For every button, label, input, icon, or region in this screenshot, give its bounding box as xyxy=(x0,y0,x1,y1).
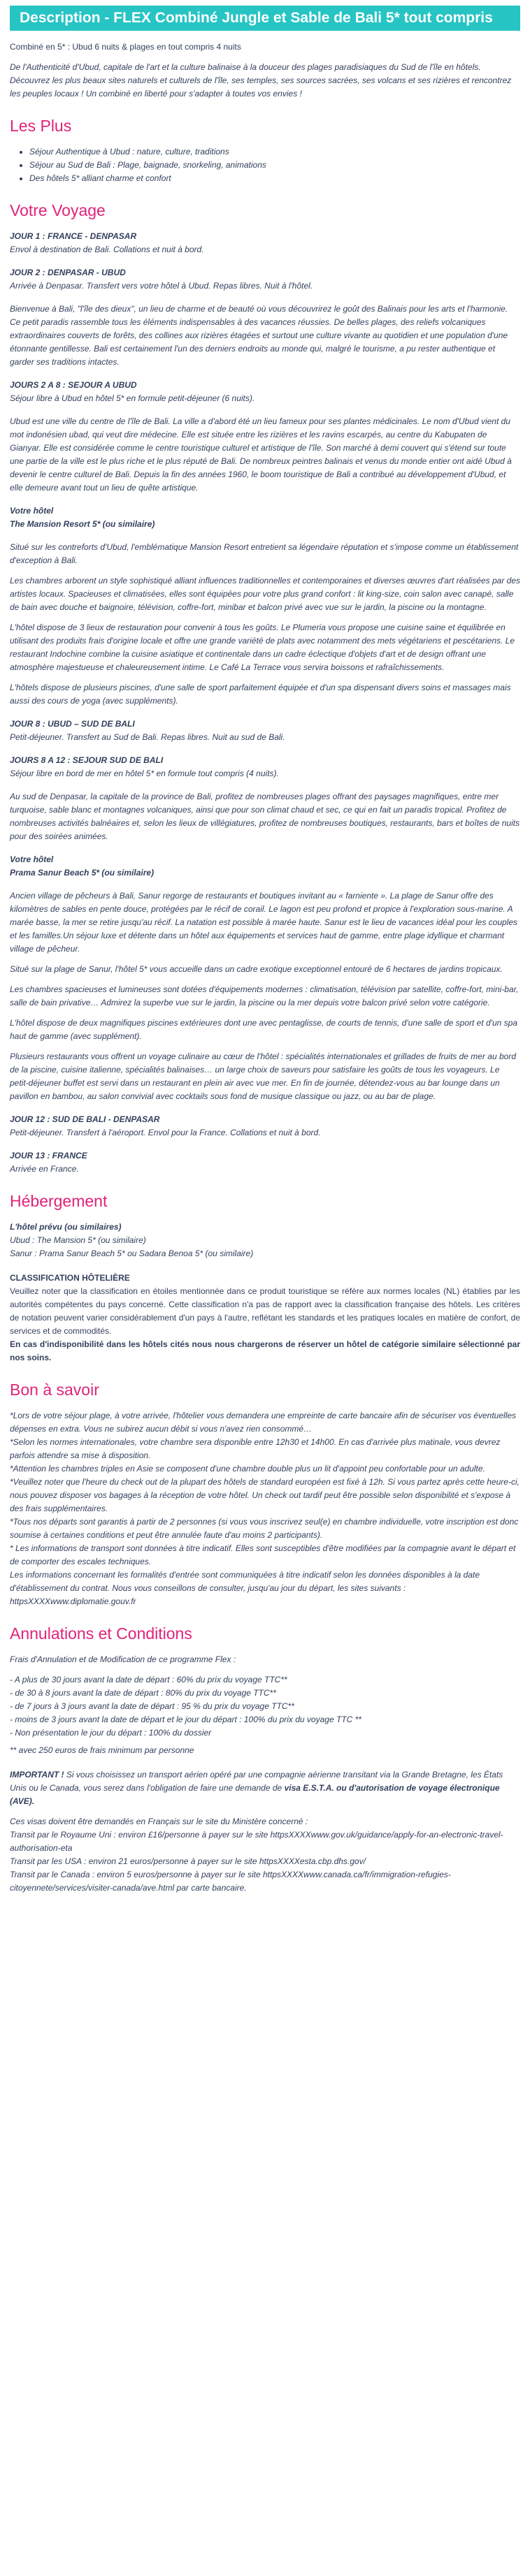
list-item: • Séjour Authentique à Ubud : nature, culture, traditions xyxy=(29,145,520,159)
annulation-fees: ** avec 250 euros de frais minimum par personne xyxy=(10,1745,194,1755)
savoir-line: *Tous nos départs sont garantis à partir de 2 personnes (si vous vous inscrivez seul(e) en chambre individuelle, votre inscription est donc soumise à certaines conditions et peut être annulée faute d'au moins 2 participants). xyxy=(10,1517,519,1540)
day-title: JOUR 8 : UBUD – SUD DE BALI xyxy=(10,719,135,729)
day-text: Envol à destination de Bali. Collations et nuit à bord. xyxy=(10,245,204,254)
visa-us: Transit par les USA : environ 21 euros/personne à payer sur le site httpsXXXXesta.cbp.dhs.gov/ xyxy=(10,1856,366,1866)
savoir-line: *Veuillez noter que l'heure du check out de la plupart des hôtels de standard européen est fixé à 12h. Si vous partez après cette heure-ci, nous pouvez disposer vos bagages à la réception de votre hôtel. Un check out tardif peut être possible selon disponibilité et s'expose à des frais supplémentaires. xyxy=(10,1477,520,1513)
hebergement-heading: Hébergement xyxy=(10,1192,108,1210)
annulation-line: - Non présentation le jour du départ : 100% du dossier xyxy=(10,1728,212,1738)
hotel-sanur: Sanur : Prama Sanur Beach 5* ou Sadara Benoa 5* (ou similaire) xyxy=(10,1249,254,1258)
day-text: Petit-déjeuner. Transfert au Sud de Bali. Repas libres. Nuit au sud de Bali. xyxy=(10,732,285,742)
summary-line: Combiné en 5* : Ubud 6 nuits & plages en tout compris 4 nuits xyxy=(10,42,241,52)
classification-text: Veuillez noter que la classification en étoiles mentionnée dans ce produit touristique se réfère aux normes locales (NL) établies par les autorités compétentes du pays concerné. Cette classification n'a pas de rapport avec la classification française des hôtels. Les critères de notation peuvent varier considérablement d'un pays à l'autre, reflétant les standards et les pratiques locales en matière de confort, de services et de commodités. xyxy=(10,1286,520,1336)
hotel-label: Votre hôtel xyxy=(10,506,54,516)
hotel-name: Prama Sanur Beach 5* (ou similaire) xyxy=(10,868,155,878)
important-label: IMPORTANT ! xyxy=(10,1770,64,1780)
savoir-line: *Attention les chambres triples en Asie se composent d'une chambre double plus un lit d'appoint peu confortable pour un adulte. xyxy=(10,1464,485,1473)
day-title: JOUR 13 : FRANCE xyxy=(10,1151,87,1160)
day-title: JOUR 12 : SUD DE BALI - DENPASAR xyxy=(10,1114,160,1124)
hotel-paragraph: Plusieurs restaurants vous offrent un voyage culinaire au cœur de l'hôtel : spécialités internationales et grillades de fruits de mer au bord de la piscine, cuisine italienne, spécialités balinaises… un large choix de saveurs pour satisfaire les goûts de tous les voyageurs. Le petit-déjeuner buffet est servi dans un restaurant en plein air avec vue mer. En fin de journée, détendez-vous au bar lounge dans un pavillon en bambou, au salon convivial avec cocktails sous fond de musique classique ou jazz, ou au bar de plage. xyxy=(10,1051,517,1101)
day-title: JOUR 1 : FRANCE - DENPASAR xyxy=(10,231,137,241)
hotel-name: The Mansion Resort 5* (ou similaire) xyxy=(10,519,155,529)
day-text: Arrivée à Denpasar. Transfert vers votre hôtel à Ubud. Repas libres. Nuit à l'hôtel. xyxy=(10,281,313,291)
savoir-line: *Lors de votre séjour plage, à votre arrivée, l'hôtelier vous demandera une empreinte de carte bancaire afin de sécuriser vos éventuelles dépenses en extra. Vous ne subirez aucun débit si vous n'avez rien consommé… xyxy=(10,1411,517,1434)
hotel-ubud: Ubud : The Mansion 5* (ou similaire) xyxy=(10,1235,146,1245)
ubud-paragraph: Ubud est une ville du centre de l'île de Bali. La ville a d'abord été un lieu fameux pour ses plantes médicinales. Le nom d'Ubud vient du mot indonésien ubad, qui veut dire médecine. Elle est située entre les rizières et les ravins escarpés, au centre du Kabupaten de Gianyar. Elle est considérée comme le centre touristique culturel et artistique de l'île. Son marché à demi couvert qui s'étend sur toute une partie de la ville est le plus riche et le plus réputé de Bali. De nombreux peintres balinais et venus du monde entier ont aidé Ubud à devenir le centre culturel de Bali. Depuis la fin des années 1960, le boom touristique de Bali a contribué au développement d'Ubud, et elle demeure avant tout un lieu de quête artistique. xyxy=(10,416,512,493)
welcome-paragraph: Bienvenue à Bali, "l'île des dieux", un lieu de charme et de beauté où vous découvrirez le goût des Balinais pour les arts et l'harmonie. Ce petit paradis rassemble tous les éléments indispensables à des vacances réussies. De belles plages, des reliefs volcaniques extraordinaires couverts de forêts, des collines aux rizières étagées et surtout une culture vivante au quotidien et une population d'une étonnante gentillesse. Bali est certainement l'un des derniers endroits au monde qui, malgré le tourisme, a pu rester authentique et garder ses traditions intactes. xyxy=(10,304,508,367)
annulation-heading: Annulations et Conditions xyxy=(10,1624,192,1643)
savoir-line: *Selon les normes internationales, votre chambre sera disponible entre 12h30 et 14h00. En cas d'arrivée plus matinale, vous devrez parfois attendre sa mise à disposition. xyxy=(10,1437,501,1460)
savoir-line: Les informations concernant les formalités d'entrée sont communiquées à titre indicatif selon les données disponibles à la date d'établissement du contrat. Nous vous conseillons de consulter, jusqu'au jour du départ, les sites suivants : httpsXXXXwww.diplomatie.gouv.fr xyxy=(10,1570,480,1606)
hotel-label: Votre hôtel xyxy=(10,854,54,864)
page xyxy=(0,6,530,1909)
plus-list xyxy=(10,145,520,185)
voyage-heading: Votre Voyage xyxy=(10,201,106,219)
hotel-paragraph: Situé sur la plage de Sanur, l'hôtel 5* vous accueille dans un cadre exotique exceptionnel entouré de 6 hectares de jardins tropicaux. xyxy=(10,964,503,974)
annulation-intro: Frais d'Annulation et de Modification de ce programme Flex : xyxy=(10,1654,236,1664)
hotel-paragraph: Les chambres arborent un style sophistiqué alliant influences traditionnelles et contemporaines et diverses œuvres d'art réalisées par des artistes locaux. Spacieuses et climatisées, elles sont équipées pour votre plus grand confort : lit king-size, coin salon avec canapé, salle de bain avec douche et baignoire, télévision, coffre-fort, minibar et balcon privé avec vue sur le jardin, la piscine ou la montagne. xyxy=(10,576,521,612)
hotel-paragraph: L'hôtel dispose de deux magnifiques piscines extérieures dont une avec pentaglisse, de courts de tennis, d'une salle de sport et d'un spa haut de gamme (avec supplément). xyxy=(10,1018,518,1041)
day-text: Séjour libre en bord de mer en hôtel 5* en formule tout compris (4 nuits). xyxy=(10,769,279,778)
hotel-paragraph: Situé sur les contreforts d'Ubud, l'emblématique Mansion Resort entretient sa légendaire réputation et s'impose comme un établissement d'exception à Bali. xyxy=(10,542,519,565)
day-title: JOURS 8 A 12 : SEJOUR SUD DE BALI xyxy=(10,755,164,765)
important-text: Si vous choisissez un transport aérien opéré par une compagnie aérienne transitant via la Grande Bretagne, les États Unis ou le Canada, vous serez dans l'obligation de faire une demande de xyxy=(10,1770,503,1793)
day-title: JOURS 2 A 8 : SEJOUR A UBUD xyxy=(10,380,137,390)
visa-uk: Transit par le Royaume Uni : environ £16/personne à payer sur le site httpsXXXXwww.gov.uk/guidance/apply-for-an-electronic-travel-authorisation-eta xyxy=(10,1830,503,1853)
annulation-line: - moins de 3 jours avant la date de départ et le jour du départ : 100% du prix du voyage TTC ** xyxy=(10,1715,361,1724)
savoir-heading: Bon à savoir xyxy=(10,1381,99,1399)
list-item: • Séjour au Sud de Bali : Plage, baignade, snorkeling, animations xyxy=(29,159,520,172)
annulation-line: - de 7 jours à 3 jours avant la date de départ : 95 % du prix du voyage TTC** xyxy=(10,1701,294,1711)
south-paragraph: Au sud de Denpasar, la capitale de la province de Bali, profitez de nombreuses plages offrant des paysages magnifiques, entre mer turquoise, sable blanc et montagnes volcaniques, ainsi que pour son climat chaud et sec, ce qui en fait un paradis tropical. Profitez de nombreuses activités balnéaires et, selon les lieux de villégiatures, profitez de nombreuses boutiques, restaurants, bars et boîtes de nuits pour des soirées animées. xyxy=(10,792,520,841)
savoir-line: * Les informations de transport sont données à titre indicatif. Elles sont susceptibles d'être modifiées par la compagnie avant le départ et de comporter des escales techniques. xyxy=(10,1543,516,1566)
hotel-paragraph: Les chambres spacieuses et lumineuses sont dotées d'équipements modernes : climatisation, télévision par satellite, coffre-fort, mini-bar, salle de bain privative… Admirez la superbe vue sur le jardin, la piscine ou la mer depuis votre balcon privé selon votre catégorie. xyxy=(10,984,519,1007)
classification-note: En cas d'indisponibilité dans les hôtels cités nous nous chargerons de réserver un hôtel de catégorie similaire sélectionné par nos soins. xyxy=(10,1339,520,1362)
important-notice xyxy=(10,1768,520,1808)
list-item: • Des hôtels 5* alliant charme et confort xyxy=(29,172,520,185)
annulation-line: - de 30 à 8 jours avant la date de départ : 80% du prix du voyage TTC** xyxy=(10,1688,276,1698)
visa-canada: Transit par le Canada : environ 5 euros/personne à payer sur le site httpsXXXXwww.canada.ca/fr/immigration-refugies-citoyennete/services/visiter-canada/ave.html par carte bancaire. xyxy=(10,1870,451,1893)
annulation-line: - A plus de 30 jours avant la date de départ : 60% du prix du voyage TTC** xyxy=(10,1675,287,1684)
summary-intro: De l'Authenticité d'Ubud, capitale de l'art et la culture balinaise à la douceur des plages paradisiaques du Sud de l'île en hôtels. Découvrez les plus beaux sites naturels et culturels de l'île, ses temples, ses sources sacrées, ses volcans et ses rizières et rencontrez les peuples locaux ! Un combiné en liberté pour s'adapter à toutes vos envies ! xyxy=(10,62,512,99)
plus-heading: Les Plus xyxy=(10,117,72,135)
day-text: Petit-déjeuner. Transfert à l'aéroport. Envol pour la France. Collations et nuit à bord. xyxy=(10,1128,321,1137)
day-text: Séjour libre à Ubud en hôtel 5* en formule petit-déjeuner (6 nuits). xyxy=(10,393,255,403)
hotel-paragraph: L'hôtels dispose de plusieurs piscines, d'une salle de sport parfaitement équipée et d'un spa dispensant divers soins et massages mais aussi des cours de yoga (avec suppléments). xyxy=(10,683,511,706)
hotel-paragraph: L'hôtel dispose de 3 lieux de restauration pour convenir à tous les goûts. Le Plumeria vous propose une cuisine saine et équilibrée en utilisant des produits frais d'origine locale et offre une grande variété de plats avec notamment des mets végétariens et pescétariens. Le restaurant Indochine combine la cuisine asiatique et continentale dans un cadre éclectique d'objets d'art et de design offrant une atmosphère majestueuse et chaleureusement intime. Le Café La Terrace vous servira boissons et rafraîchissements. xyxy=(10,623,515,672)
hotel-paragraph: Ancien village de pêcheurs à Bali, Sanur regorge de restaurants et boutiques invitant au « farniente ». La plage de Sanur offre des kilomètres de sables en pente douce, protégées par le récif de corail. Le lagon est peu profond et propice à l'exploration sous-marine. A marée basse, la mer se retire jusqu'au récif. La natation est possible à marée haute. Sanur est le lieu de vacances idéal pour les couples et les familles.Un séjour luxe et détente dans un hôtel aux équipements et services haut de gamme, entre plage idyllique et charmant village de pêcheur. xyxy=(10,891,518,954)
classification-title: CLASSIFICATION HÔTELIÈRE xyxy=(10,1273,130,1283)
day-text: Arrivée en France. xyxy=(10,1164,79,1174)
page-title: Description - FLEX Combiné Jungle et Sable de Bali 5* tout compris xyxy=(10,6,520,31)
visa-intro: Ces visas doivent être demandés en Français sur le site du Ministère concerné : xyxy=(10,1817,308,1826)
day-title: JOUR 2 : DENPASAR - UBUD xyxy=(10,268,126,277)
important-visa: visa E.S.T.A. ou d'autorisation de voyage électronique (AVE). xyxy=(10,1783,500,1806)
hotel-planned-label: L'hôtel prévu (ou similaires) xyxy=(10,1222,122,1232)
